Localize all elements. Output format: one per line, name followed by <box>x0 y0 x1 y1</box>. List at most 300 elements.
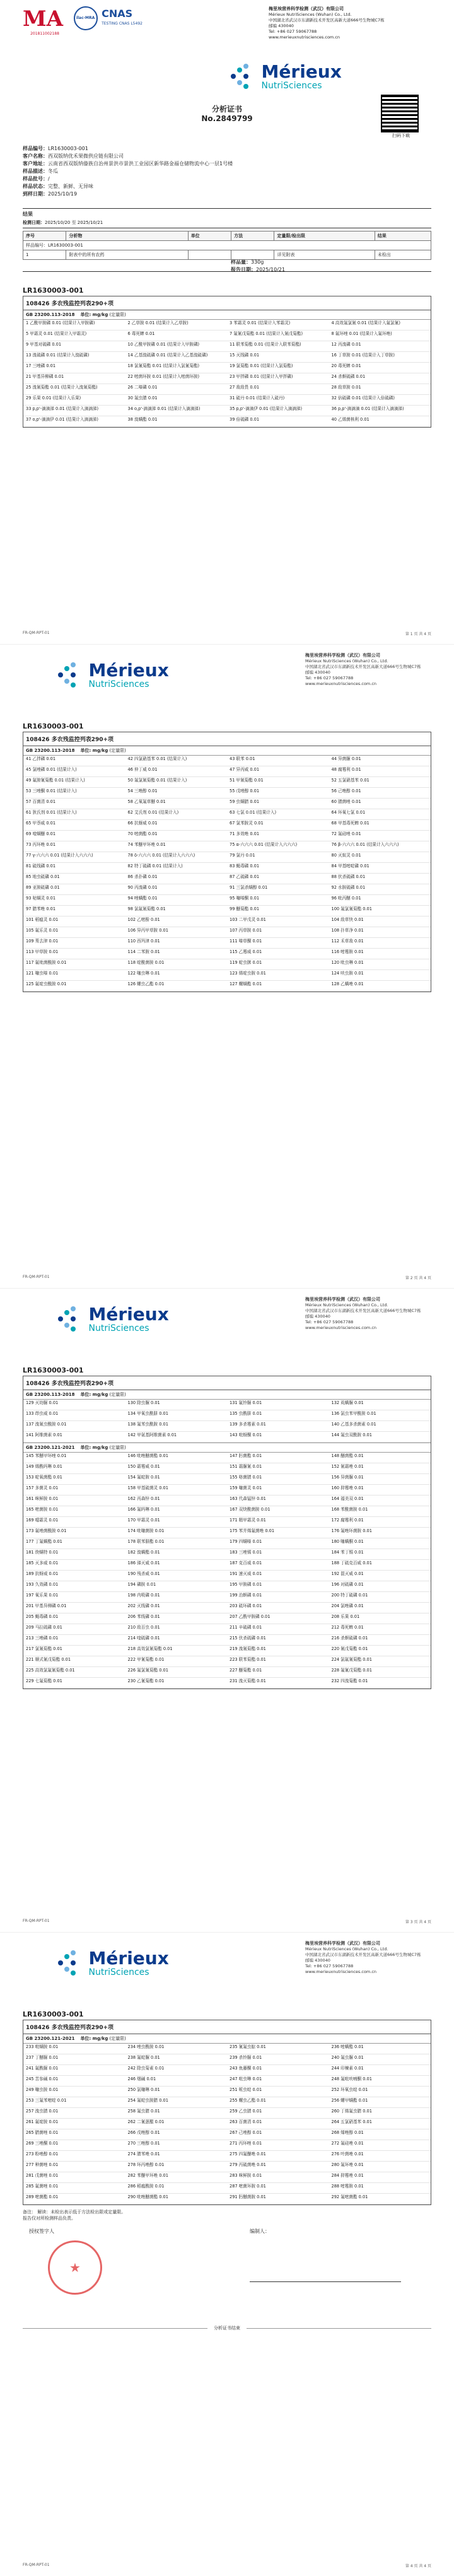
analyte-cell: 165 嘧菌胺 0.01 <box>23 1506 125 1517</box>
analyte-cell: 84 甲基嘧啶磷 0.01 <box>329 863 431 874</box>
analyte-cell: 7 氟氰戊菊酯 0.01 (结果计入氰戊菊酯) <box>227 331 329 341</box>
analyte-cell: 28 敌草胺 0.01 <box>329 384 431 395</box>
cma-logo: MA 201811002188 <box>23 6 64 36</box>
analyte-cell: 31 硫丹 0.01 (结果计入硫丹) <box>227 395 329 406</box>
analyte-cell: 239 杀铃脲 0.01 <box>227 2054 329 2065</box>
analyte-cell: 66 抗蚜威 0.01 <box>125 820 228 831</box>
analyte-cell: 68 甲基毒死蜱 0.01 <box>329 820 431 831</box>
analyte-cell: 33 p,p'-滴滴涕 0.01 (结果计入滴滴涕) <box>23 406 125 416</box>
analyte-cell: 185 灭多威 0.01 <box>23 1560 125 1571</box>
analyte-cell: 225 高效氯氟氰菊酯 0.01 <box>23 1667 125 1678</box>
analyte-cell: 120 吡虫啉 0.01 <box>329 959 431 970</box>
analyte-cell: 214 喹硫磷 0.01 <box>125 1635 228 1646</box>
analyte-cell: 88 伏杀硫磷 0.01 <box>329 874 431 884</box>
analyte-cell: 112 禾草敌 0.01 <box>329 938 431 949</box>
analyte-cell: 158 甲基硫菌灵 0.01 <box>125 1485 228 1496</box>
analyte-cell: 231 溴灭菊酯 0.01 <box>227 1678 329 1689</box>
analyte-cell: 200 特丁硫磷 0.01 <box>329 1592 431 1603</box>
analyte-cell: 50 氟氯氰菊酯 0.01 (结果计入) <box>125 777 228 788</box>
analyte-cell: 220 氰戊菊酯 0.01 <box>329 1646 431 1656</box>
analyte-cell: 87 乙硫磷 0.01 <box>227 874 329 884</box>
qr-label: 扫码下载 <box>392 133 410 138</box>
analyte-cell: 1 乙酰甲胺磷 0.01 (结果计入甲胺磷) <box>23 320 125 331</box>
analyte-cell: 18 氯氰菊酯 0.01 (结果计入氯氰菊酯) <box>125 363 228 373</box>
lab-contact-info: 梅里埃营养科学检测（武汉）有限公司 Mérieux NutriSciences (Wuhan) Co., Ltd. 中国湖北省武汉市东湖新技术开发区高新大道666号生物城C7栋 邮编 430040 Tel: +86 027 59067788 www.merieuxnutrisciences.com.cn <box>305 1941 421 1974</box>
results-grid <box>23 1453 431 1689</box>
analyte-cell: 125 氟啶虫酰胺 0.01 <box>23 981 125 992</box>
analyte-cell: 177 丁氟螨酯 0.01 <box>23 1538 125 1549</box>
analyte-cell: 247 吡虫啉 0.01 <box>227 2076 329 2087</box>
analyte-cell: 281 戊菌唑 0.01 <box>23 2172 125 2183</box>
analyte-cell: 45 氯唑磷 0.01 (结果计入) <box>23 766 125 777</box>
analyte-cell: 60 腈菌唑 0.01 <box>329 799 431 809</box>
analyte-cell: 208 乐果 0.01 <box>329 1613 431 1624</box>
end-of-certificate: 分析证书结束 <box>23 2325 431 2331</box>
analyte-cell: 163 代森锰锌 0.01 <box>227 1496 329 1506</box>
lab-contact-info: 梅里埃营养科学检测（武汉）有限公司 Mérieux NutriSciences (Wuhan) Co., Ltd. 中国湖北省武汉市东湖新技术开发区高新大道666号生物城C7栋 邮编 430040 Tel: +86 027 59067788 www.merieuxnutrisciences.com.cn <box>305 653 421 686</box>
analyte-cell: 216 杀螟硫磷 0.01 <box>329 1635 431 1646</box>
page-2: Mérieux NutriSciences 梅里埃营养科学检测（武汉）有限公司 Mérieux NutriSciences (Wuhan) Co., Ltd. 中国湖北省武汉市东湖新技术开发区高新大道666号生物城C7栋 邮编 430040 Tel: +86 027 59067788 www.merieuxnutrisciences.com.cn LR1630003-001 108426 多农残监控列表290+项 GB 23200.113-2018 单位: mg/kg (定量限) 41 乙拌磷 0.01 42 四氯硝基苯 0.01 (结果计入) 43 联苯 0.01 44 异菌脲 0.01 45 氯唑磷 0.01 (结果计入) 46 仲丁威 0.01 47 异丙威 0.01 48 腐霉利 0.01 49 氟胺氰菊酯 0.01 (结果计入) 50 氟氯氰菊酯 0.01 (结果计入) 51 甲氰菊酯 0.01 52 五氯硝基苯 0.01 53 三唑酮 0.01 (结果计入) 54 三唑醇 0.01 55 戊唑醇 0.01 56 己唑醇 0.01 57 百菌清 0.01 58 乙氧氟草醚 0.01 59 虫螨腈 0.01 60 腈菌唑 0.01 61 狄氏剂 0.01 (结果计入) 62 艾氏剂 0.01 (结果计入) 63 七氯 0.01 (结果计入) 64 环氧七氯 0.01 65 甲萘威 0.01 66 抗蚜威 0.01 67 氯苯胺灵 0.01 68 甲基毒死蜱 0.01 69 喹螨醚 0.01 70 嘧菌酯 0.01 71 多效唑 0.01 72 氟硅唑 0.01 73 丙环唑 0.01 74 苯醚甲环唑 0.01 75 α-六六六 0.01 (结果计入六六六) 76 β-六六六 0.01 (结果计入六六六) 77 γ-六六六 0.01 (结果计入六六六) 78 δ-六六六 0.01 (结果计入六六六) 79 氯丹 0.01 80 灭蚁灵 0.01 81 硫线磷 0.01 82 特丁硫磷 0.01 (结果计入) 83 蝇毒磷 0.01 84 甲基嘧啶磷 0.01 85 地虫硫磷 0.01 86 杀扑磷 0.01 87 乙硫磷 0.01 88 伏杀硫磷 0.01 89 亚胺硫磷 0.01 90 丙溴磷 0.01 91 三氯杀螨醇 0.01 92 水胺硫磷 0.01 93 哒螨灵 0.01 94 唑螨酯 0.01 95 噻嗪酮 0.01 96 吡丙醚 0.01 97 腈苯唑 0.01 98 氯氟氰菊酯 0.01 99 醚菊酯 0.01 100 氟氯氰菊酯 0.01 101 稻瘟灵 0.01 102 乙嘧酚 0.01 103 二甲戊灵 0.01 104 敌草快 0.01 105 氟乐灵 0.01 106 异丙甲草胺 0.01 107 丙草胺 0.01 108 扑草净 0.01 109 莠去津 0.01 110 西玛津 0.01 111 嗪草酮 0.01 112 禾草敌 0.01 113 甲草胺 0.01 114 二苯胺 0.01 115 乙霉威 0.01 116 嘧霉胺 0.01 117 氟吡菌酰胺 0.01 118 啶酰菌胺 0.01 119 啶虫脒 0.01 120 吡虫啉 0.01 121 噻虫嗪 0.01 122 噻虫啉 0.01 123 烯啶虫胺 0.01 124 呋虫胺 0.01 125 氟啶虫酰胺 0.01 126 螺虫乙酯 0.01 127 螺螨酯 0.01 128 乙螨唑 0.01 FR-QM-RPT-01 第 2 页 共 4 页 <box>0 644 454 1288</box>
page-header <box>23 1932 431 2008</box>
analyte-cell: 99 醚菊酯 0.01 <box>227 906 329 916</box>
analyte-cell: 176 氟唑环菌胺 0.01 <box>329 1528 431 1538</box>
analyte-cell: 121 噻虫嗪 0.01 <box>23 970 125 981</box>
analyte-cell: 156 异菌脲 0.01 <box>329 1474 431 1485</box>
analyte-cell: 195 甲胺磷 0.01 <box>227 1581 329 1592</box>
analyte-cell: 279 丙硫菌唑 0.01 <box>227 2162 329 2172</box>
standard-row: GB 23200.121-2021 单位: mg/kg (定量限) <box>23 2034 431 2044</box>
analyte-cell: 270 三唑醇 0.01 <box>125 2140 228 2151</box>
analyte-cell: 242 除虫菊素 0.01 <box>125 2065 228 2076</box>
certificate-number: No.2849799 <box>201 114 253 123</box>
analyte-cell: 132 虱螨脲 0.01 <box>329 1400 431 1410</box>
analyte-cell: 21 甲基异柳磷 0.01 <box>23 373 125 384</box>
analyte-cell: 168 苯酰菌胺 0.01 <box>329 1506 431 1517</box>
analyte-cell: 212 毒死蜱 0.01 <box>329 1624 431 1635</box>
results-grid <box>23 756 431 992</box>
results-block <box>23 2020 431 2205</box>
analyte-cell: 234 唑虫酰胺 0.01 <box>125 2044 228 2054</box>
analyte-cell: 191 速灭威 0.01 <box>227 1571 329 1581</box>
analyte-cell: 131 氟铃脲 0.01 <box>227 1400 329 1410</box>
analyte-cell: 47 异丙威 0.01 <box>227 766 329 777</box>
analyte-cell: 151 霜脲氰 0.01 <box>227 1463 329 1474</box>
company-stamp: ★ <box>48 2240 102 2295</box>
analyte-cell: 43 联苯 0.01 <box>227 756 329 766</box>
analyte-cell: 262 二氰蒽醌 0.01 <box>125 2119 228 2129</box>
analyte-cell: 263 百菌清 0.01 <box>227 2119 329 2129</box>
analyte-cell: 196 对硫磷 0.01 <box>329 1581 431 1592</box>
sample-info-right: 样品量：330g 报告日期：2025/10/21 <box>231 259 286 272</box>
analyte-cell: 143 吡蚜酮 0.01 <box>227 1432 329 1443</box>
analysis-date: 检测日期：2025/10/20 至 2025/10/21 <box>23 220 103 225</box>
analyte-cell: 25 溴氰菊酯 0.01 (结果计入溴氰菊酯) <box>23 384 125 395</box>
analyte-cell: 65 甲萘威 0.01 <box>23 820 125 831</box>
analyte-cell: 128 乙螨唑 0.01 <box>329 981 431 992</box>
analyte-cell: 161 咪鲜胺 0.01 <box>23 1496 125 1506</box>
analyte-cell: 117 氟吡菌酰胺 0.01 <box>23 959 125 970</box>
analyte-cell: 36 p,p'-滴滴滴 0.01 (结果计入滴滴涕) <box>329 406 431 416</box>
results-block <box>23 1376 431 1689</box>
analyte-cell: 37 o,p'-滴滴伊 0.01 (结果计入滴滴涕) <box>23 416 125 427</box>
analyte-cell: 282 苯醚甲环唑 0.01 <box>125 2172 228 2183</box>
analyte-cell: 106 异丙甲草胺 0.01 <box>125 927 228 938</box>
analyte-cell: 226 氟氯氰菊酯 0.01 <box>125 1667 228 1678</box>
results-title: 结果 <box>23 211 33 217</box>
analyte-cell: 62 艾氏剂 0.01 (结果计入) <box>125 809 228 820</box>
analyte-cell: 169 噁霜灵 0.01 <box>23 1517 125 1528</box>
analyte-cell: 146 吡唑醚菌酯 0.01 <box>125 1453 228 1463</box>
analyte-cell: 75 α-六六六 0.01 (结果计入六六六) <box>227 841 329 852</box>
analyte-cell: 149 烯酰吗啉 0.01 <box>23 1463 125 1474</box>
analyte-cell: 274 腈苯唑 0.01 <box>125 2151 228 2162</box>
analyte-cell: 71 多效唑 0.01 <box>227 831 329 841</box>
analyte-cell: 157 多菌灵 0.01 <box>23 1485 125 1496</box>
analyte-cell: 238 氟啶脲 0.01 <box>125 2054 228 2065</box>
analyte-cell: 186 涕灭威 0.01 <box>125 1560 228 1571</box>
analyte-cell: 235 氰氟虫腙 0.01 <box>227 2044 329 2054</box>
signature-area <box>23 2228 431 2322</box>
analyte-cell: 79 氯丹 0.01 <box>227 852 329 863</box>
analyte-cell: 162 丙森锌 0.01 <box>125 1496 228 1506</box>
analyte-cell: 90 丙溴磷 0.01 <box>125 884 228 895</box>
analyte-cell: 224 氯氟氰菊酯 0.01 <box>329 1656 431 1667</box>
analyte-cell: 100 氟氯氰菊酯 0.01 <box>329 906 431 916</box>
analyte-cell: 193 久效磷 0.01 <box>23 1581 125 1592</box>
block-title: 108426 多农残监控列表290+项 <box>23 2020 431 2034</box>
analyte-cell: 269 三唑酮 0.01 <box>23 2140 125 2151</box>
analyte-cell: 44 异菌脲 0.01 <box>329 756 431 766</box>
analyte-cell: 278 环丙唑醇 0.01 <box>125 2162 228 2172</box>
results-block <box>23 296 431 428</box>
analyte-cell: 34 o,p'-滴滴涕 0.01 (结果计入滴滴涕) <box>125 406 228 416</box>
cnas-logo: CNAS TESTING CNAS L5492 <box>102 8 143 26</box>
analyte-cell: 104 敌草快 0.01 <box>329 916 431 927</box>
analyte-cell: 64 环氧七氯 0.01 <box>329 809 431 820</box>
info-row: 样品状态：完整、新鲜、无异味 <box>23 184 93 189</box>
analyte-cell: 291 肟醚菌胺 0.01 <box>227 2194 329 2204</box>
analyte-cell: 211 辛硫磷 0.01 <box>227 1624 329 1635</box>
analyte-cell: 260 丁烯氟虫腈 0.01 <box>329 2108 431 2119</box>
analyte-cell: 203 硫环磷 0.01 <box>227 1603 329 1613</box>
standard-row: GB 23200.113-2018 单位: mg/kg (定量限) <box>23 1390 431 1400</box>
analyte-cell: 292 氟嘧菌酯 0.01 <box>329 2194 431 2204</box>
analyte-cell: 96 吡丙醚 0.01 <box>329 895 431 906</box>
analyte-cell: 178 联苯肼酯 0.01 <box>125 1538 228 1549</box>
analyte-cell: 207 乙酰甲胺磷 0.01 <box>227 1613 329 1624</box>
approver-label: 授权签字人 <box>29 2228 54 2234</box>
analyte-cell: 192 混灭威 0.01 <box>329 1571 431 1581</box>
analyte-cell: 77 γ-六六六 0.01 (结果计入六六六) <box>23 852 125 863</box>
analyte-cell: 20 毒死蜱 0.01 <box>329 363 431 373</box>
analyte-cell: 9 甲基对硫磷 0.01 <box>23 341 125 352</box>
analyte-cell: 259 乙虫腈 0.01 <box>227 2108 329 2119</box>
analyte-cell: 284 抑霉唑 0.01 <box>329 2172 431 2183</box>
info-row: 样品描述：冬瓜 <box>23 168 58 174</box>
analyte-cell: 175 苯并烯氟菌唑 0.01 <box>227 1528 329 1538</box>
analyte-cell: 122 噻虫啉 0.01 <box>125 970 228 981</box>
analyte-cell: 251 哌虫啶 0.01 <box>227 2087 329 2097</box>
analyte-cell: 94 唑螨酯 0.01 <box>125 895 228 906</box>
analyte-cell: 141 阿维菌素 0.01 <box>23 1432 125 1443</box>
results-grid <box>23 1400 431 1443</box>
analyte-cell: 76 β-六六六 0.01 (结果计入六六六) <box>329 841 431 852</box>
analyte-cell: 229 七氟菊酯 0.01 <box>23 1678 125 1689</box>
analyte-cell: 140 乙基多杀菌素 0.01 <box>329 1421 431 1432</box>
page-header <box>23 644 431 720</box>
analyte-cell: 288 嘧霉胺 0.01 <box>329 2183 431 2194</box>
analyte-cell: 74 苯醚甲环唑 0.01 <box>125 841 228 852</box>
lab-contact-info: 梅里埃营养科学检测（武汉）有限公司 Mérieux NutriSciences (Wuhan) Co., Ltd. 中国湖北省武汉市东湖新技术开发区高新大道666号生物城C7栋 邮编 430040 Tel: +86 027 59067788 www.merieuxnutrisciences.com.cn <box>305 1297 421 1330</box>
analyte-cell: 150 霜霉威 0.01 <box>125 1463 228 1474</box>
analyte-cell: 289 嘧菌酯 0.01 <box>23 2194 125 2204</box>
analyte-cell: 164 福美双 0.01 <box>329 1496 431 1506</box>
info-row: 客户名称：西双版纳优禾果微供应链有限公司 <box>23 153 124 159</box>
merieux-logo: Mérieux NutriSciences <box>231 63 342 91</box>
analyte-cell: 138 氟苯虫酰胺 0.01 <box>125 1421 228 1432</box>
analyte-cell: 48 腐霉利 0.01 <box>329 766 431 777</box>
merieux-dots-icon <box>58 662 84 689</box>
merieux-dots-icon <box>58 1306 84 1333</box>
analyte-cell: 182 溴螨酯 0.01 <box>125 1549 228 1560</box>
merieux-logo: Mérieux NutriSciences <box>58 662 184 689</box>
analyte-cell: 16 丁草胺 0.01 (结果计入丁草胺) <box>329 352 431 363</box>
analyte-cell: 80 灭蚁灵 0.01 <box>329 852 431 863</box>
analyte-cell: 264 五氯硝基苯 0.01 <box>329 2119 431 2129</box>
analyte-cell: 115 乙霉威 0.01 <box>227 949 329 959</box>
analyte-cell: 142 甲氨基阿维菌素 0.01 <box>125 1432 228 1443</box>
analyte-cell: 54 三唑醇 0.01 <box>125 788 228 799</box>
analyte-cell: 127 螺螨酯 0.01 <box>227 981 329 992</box>
analyte-cell: 204 氯唑磷 0.01 <box>329 1603 431 1613</box>
analyte-cell: 258 氟虫腈 0.01 <box>125 2108 228 2119</box>
analyte-cell: 237 丁醚脲 0.01 <box>23 2054 125 2065</box>
analyte-cell: 39 倍硫磷 0.01 <box>227 416 329 427</box>
analyte-cell: 170 甲霜灵 0.01 <box>125 1517 228 1528</box>
analyte-cell: 275 四氟醚唑 0.01 <box>227 2151 329 2162</box>
analyte-cell: 166 氟吗啉 0.01 <box>125 1506 228 1517</box>
analyte-cell: 85 地虫硫磷 0.01 <box>23 874 125 884</box>
analyte-cell: 91 三氯杀螨醇 0.01 <box>227 884 329 895</box>
analyte-cell: 255 螺虫乙酯 0.01 <box>227 2097 329 2108</box>
page-1: MA 201811002188 ilac-MRA CNAS TESTING CNAS L5492 梅里埃营养科学检测（武汉）有限公司 Mérieux NutriSciences (Wuhan) Co., Ltd. 中国湖北省武汉市东湖新技术开发区高新大道666号生物城C7栋 邮编 430040 Tel: +86 027 59067788 www.merieuxnutrisciences.com.cn Mérieux NutriSciences 扫码下载 分析证书 No.2849799 样品编号：LR1630003-001 客户名称：西双版纳优禾果微供应链有限公司 客户地址：云南省西双版纳傣族自治州景洪市景洪工业园区新华路金福仓储物流中心一层1号楼 样品描述：冬瓜 样品批号：/ 样品状态：完整、新鲜、无异味 到样日期：2025/10/19 样品量：330g 报告日期：2025/10/21 结果 检测日期：2025/10/20 至 2025/10/21 序号 分析物 单位 方法 定量限/检出限 结果 样品编号：LR1630003-001 1 附表中的所有农药 详见附表 未检出 LR1630003-001 108426 多农残监控列表290+项 GB 23200.113-2018 单位: mg/kg (定量限) 1 乙酰甲胺磷 0.01 (结果计入甲胺磷) 2 乙草胺 0.01 (结果计入乙草胺) 3 苯霜灵 0.01 (结果计入苯霜灵) 4 高效氟氯氰 0.01 (结果计入氟氯氰) 5 甲霜灵 0.01 (结果计入甲霜灵) 6 毒死蜱 0.01 7 氟氰戊菊酯 0.01 (结果计入氰戊菊酯) 8 氟环唑 0.01 (结果计入氟环唑) 9 甲基对硫磷 0.01 10 乙酰甲胺磷 0.01 (结果计入甲胺磷) 11 联苯菊酯 0.01 (结果计入联苯菊酯) 12 丙溴磷 0.01 13 溴硫磷 0.01 (结果计入溴硫磷) 14 乙基溴硫磷 0.01 (结果计入乙基溴硫磷) 15 灭线磷 0.01 16 丁草胺 0.01 (结果计入丁草胺) 17 三唑磷 0.01 18 氯氰菊酯 0.01 (结果计入氯氰菊酯) 19 氯菊酯 0.01 (结果计入氯菊酯) 20 毒死蜱 0.01 21 甲基异柳磷 0.01 22 嘧菌环胺 0.01 (结果计入嘧菌环胺) 23 甲拌磷 0.01 (结果计入甲拌磷) 24 杀螟硫磷 0.01 25 溴氰菊酯 0.01 (结果计入溴氰菊酯) 26 二嗪磷 0.01 27 敌敌畏 0.01 28 敌草胺 0.01 29 乐果 0.01 (结果计入乐果) 30 氟虫腈 0.01 31 硫丹 0.01 (结果计入硫丹) 32 倍硫磷 0.01 (结果计入倍硫磷) 33 p,p'-滴滴涕 0.01 (结果计入滴滴涕) 34 o,p'-滴滴涕 0.01 (结果计入滴滴涕) 35 p,p'-滴滴伊 0.01 (结果计入滴滴涕) 36 p,p'-滴滴滴 0.01 (结果计入滴滴涕) 37 o,p'-滴滴伊 0.01 (结果计入滴滴涕) 38 溴螨酯 0.01 39 倍硫磷 0.01 40 乙烯菌核利 0.01 FR-QM-RPT-01 第 1 页 共 4 页 <box>0 0 454 644</box>
analyte-cell: 190 残杀威 0.01 <box>125 1571 228 1581</box>
analyte-cell: 228 氟氰戊菊酯 0.01 <box>329 1667 431 1678</box>
analyte-cell: 222 甲氰菊酯 0.01 <box>125 1656 228 1667</box>
analyte-cell: 205 蝇毒磷 0.01 <box>23 1613 125 1624</box>
merieux-logo: Mérieux NutriSciences <box>58 1306 184 1333</box>
analyte-cell: 171 精甲霜灵 0.01 <box>227 1517 329 1528</box>
analyte-cell: 32 倍硫磷 0.01 (结果计入倍硫磷) <box>329 395 431 406</box>
notes: 备注： 解读：未检出表示低于方法检出限或定量限。 报告仅对所检测样品负责。 <box>23 2210 126 2221</box>
analyte-cell: 181 炔螨特 0.01 <box>23 1549 125 1560</box>
certificate-title: 分析证书 <box>211 105 242 114</box>
ilac-logo: ilac-MRA <box>74 6 98 30</box>
info-row: 客户地址：云南省西双版纳傣族自治州景洪市景洪工业园区新华路金福仓储物流中心一层1号楼 <box>23 161 233 167</box>
analyte-cell: 92 水胺硫磷 0.01 <box>329 884 431 895</box>
analyte-cell: 52 五氯硝基苯 0.01 <box>329 777 431 788</box>
analyte-cell: 42 四氯硝基苯 0.01 (结果计入) <box>125 756 228 766</box>
analyte-cell: 172 腐霉利 0.01 <box>329 1517 431 1528</box>
page-3: Mérieux NutriSciences 梅里埃营养科学检测（武汉）有限公司 Mérieux NutriSciences (Wuhan) Co., Ltd. 中国湖北省武汉市东湖新技术开发区高新大道666号生物城C7栋 邮编 430040 Tel: +86 027 59067788 www.merieuxnutrisciences.com.cn LR1630003-001 108426 多农残监控列表290+项 GB 23200.113-2018 单位: mg/kg (定量限) 129 灭幼脲 0.01 130 除虫脲 0.01 131 氟铃脲 0.01 132 虱螨脲 0.01 133 茚虫威 0.01 134 甲氧虫酰肼 0.01 135 虫酰肼 0.01 136 氯虫苯甲酰胺 0.01 137 溴氰虫酰胺 0.01 138 氟苯虫酰胺 0.01 139 多杀霉素 0.01 140 乙基多杀菌素 0.01 141 阿维菌素 0.01 142 甲氨基阿维菌素 0.01 143 吡蚜酮 0.01 144 氟虫双酰胺 0.01 GB 23200.121-2021 单位: mg/kg (定量限) 145 苯醚甲环唑 0.01 146 吡唑醚菌酯 0.01 147 肟菌酯 0.01 148 醚菌酯 0.01 149 烯酰吗啉 0.01 150 霜霉威 0.01 151 霜脲氰 0.01 152 氰霜唑 0.01 153 啶氧菌酯 0.01 154 氟啶胺 0.01 155 咯菌腈 0.01 156 异菌脲 0.01 157 多菌灵 0.01 158 甲基硫菌灵 0.01 159 噻菌灵 0.01 160 抑霉唑 0.01 161 咪鲜胺 0.01 162 丙森锌 0.01 163 代森锰锌 0.01 164 福美双 0.01 165 嘧菌胺 0.01 166 氟吗啉 0.01 167 双炔酰菌胺 0.01 168 苯酰菌胺 0.01 169 噁霜灵 0.01 170 甲霜灵 0.01 171 精甲霜灵 0.01 172 腐霉利 0.01 173 氟唑菌酰胺 0.01 174 吡噻菌胺 0.01 175 苯并烯氟菌唑 0.01 176 氟唑环菌胺 0.01 177 丁氟螨酯 0.01 178 联苯肼酯 0.01 179 四螨嗪 0.01 180 噻螨酮 0.01 181 炔螨特 0.01 182 溴螨酯 0.01 183 三唑锡 0.01 184 苯丁锡 0.01 185 灭多威 0.01 186 涕灭威 0.01 187 克百威 0.01 188 丁硫克百威 0.01 189 抗蚜威 0.01 190 残杀威 0.01 191 速灭威 0.01 192 混灭威 0.01 193 久效磷 0.01 194 磷胺 0.01 195 甲胺磷 0.01 196 对硫磷 0.01 197 氧乐果 0.01 198 内吸磷 0.01 199 治螟磷 0.01 200 特丁硫磷 0.01 201 甲基异柳磷 0.01 202 灭线磷 0.01 203 硫环磷 0.01 204 氯唑磷 0.01 205 蝇毒磷 0.01 206 苯线磷 0.01 207 乙酰甲胺磷 0.01 208 乐果 0.01 209 马拉硫磷 0.01 210 敌百虫 0.01 211 辛硫磷 0.01 212 毒死蜱 0.01 213 三唑磷 0.01 214 喹硫磷 0.01 215 伏杀硫磷 0.01 216 杀螟硫磷 0.01 217 氯氰菊酯 0.01 218 高效氯氰菊酯 0.01 219 溴氰菊酯 0.01 220 氰戊菊酯 0.01 221 顺式氰戊菊酯 0.01 222 甲氰菊酯 0.01 223 联苯菊酯 0.01 224 氯氟氰菊酯 0.01 225 高效氯氟氰菊酯 0.01 226 氟氯氰菊酯 0.01 227 醚菊酯 0.01 228 氟氰戊菊酯 0.01 229 七氟菊酯 0.01 230 乙氰菊酯 0.01 231 溴灭菊酯 0.01 232 四溴菊酯 0.01 FR-QM-RPT-01 第 3 页 共 4 页 <box>0 1288 454 1932</box>
analyte-cell: 3 苯霜灵 0.01 (结果计入苯霜灵) <box>227 320 329 331</box>
analyte-cell: 173 氟唑菌酰胺 0.01 <box>23 1528 125 1538</box>
analyte-cell: 287 嘧菌环胺 0.01 <box>227 2183 329 2194</box>
analyte-cell: 153 啶氧菌酯 0.01 <box>23 1474 125 1485</box>
analyte-cell: 256 螺甲螨酯 0.01 <box>329 2097 431 2108</box>
analyte-cell: 243 鱼藤酮 0.01 <box>227 2065 329 2076</box>
editor-label: 编制人： <box>250 2228 270 2234</box>
block-title: 108426 多农残监控列表290+项 <box>23 1376 431 1390</box>
analyte-cell: 26 二嗪磷 0.01 <box>125 384 228 395</box>
merieux-logo: Mérieux NutriSciences <box>58 1950 184 1977</box>
analyte-cell: 102 乙嘧酚 0.01 <box>125 916 228 927</box>
analyte-cell: 93 哒螨灵 0.01 <box>23 895 125 906</box>
table-header-row: 序号 分析物 单位 方法 定量限/检出限 结果 <box>23 231 431 241</box>
analyte-cell: 209 马拉硫磷 0.01 <box>23 1624 125 1635</box>
analyte-cell: 268 烯唑醇 0.01 <box>329 2129 431 2140</box>
analyte-cell: 11 联苯菊酯 0.01 (结果计入联苯菊酯) <box>227 341 329 352</box>
results-block <box>23 732 431 992</box>
analyte-cell: 144 氟虫双酰胺 0.01 <box>329 1432 431 1443</box>
analyte-cell: 265 腈菌唑 0.01 <box>23 2129 125 2140</box>
standard-row: GB 23200.113-2018 单位: mg/kg (定量限) <box>23 310 431 320</box>
analyte-cell: 197 氧乐果 0.01 <box>23 1592 125 1603</box>
analyte-cell: 232 四溴菊酯 0.01 <box>329 1678 431 1689</box>
analyte-cell: 56 己唑醇 0.01 <box>329 788 431 799</box>
analyte-cell: 236 嘧螨酯 0.01 <box>329 2044 431 2054</box>
analyte-cell: 290 吡唑醚菌酯 0.01 <box>125 2194 228 2204</box>
analyte-cell: 213 三唑磷 0.01 <box>23 1635 125 1646</box>
analyte-cell: 53 三唑酮 0.01 (结果计入) <box>23 788 125 799</box>
analyte-cell: 103 二甲戊灵 0.01 <box>227 916 329 927</box>
analyte-cell: 124 呋虫胺 0.01 <box>329 970 431 981</box>
analyte-cell: 129 灭幼脲 0.01 <box>23 1400 125 1410</box>
analyte-cell: 261 氟啶胺 0.01 <box>23 2119 125 2129</box>
analyte-cell: 119 啶虫脒 0.01 <box>227 959 329 970</box>
analyte-cell: 27 敌敌畏 0.01 <box>227 384 329 395</box>
info-row: 到样日期：2025/10/19 <box>23 191 78 197</box>
analyte-cell: 240 氟虫脲 0.01 <box>329 2054 431 2065</box>
page-header <box>23 1288 431 1364</box>
sample-id-heading: LR1630003-001 <box>23 1366 84 1374</box>
sample-id-heading: LR1630003-001 <box>23 722 84 730</box>
analyte-cell: 160 抑霉唑 0.01 <box>329 1485 431 1496</box>
analyte-cell: 41 乙拌磷 0.01 <box>23 756 125 766</box>
analyte-cell: 246 烟碱 0.01 <box>125 2076 228 2087</box>
sample-id-heading: LR1630003-001 <box>23 2010 84 2018</box>
analyte-cell: 29 乐果 0.01 (结果计入乐果) <box>23 395 125 406</box>
table-row: 1 附表中的所有农药 详见附表 未检出 <box>23 250 431 260</box>
analyte-cell: 133 茚虫威 0.01 <box>23 1410 125 1421</box>
merieux-dots-icon <box>231 64 257 90</box>
info-row: 样品编号：LR1630003-001 <box>23 146 88 151</box>
analyte-cell: 57 百菌清 0.01 <box>23 799 125 809</box>
analyte-cell: 78 δ-六六六 0.01 (结果计入六六六) <box>125 852 228 863</box>
analyte-cell: 154 氟啶胺 0.01 <box>125 1474 228 1485</box>
analyte-cell: 244 印楝素 0.01 <box>329 2065 431 2076</box>
analyte-cell: 218 高效氯氰菊酯 0.01 <box>125 1646 228 1656</box>
analyte-cell: 123 烯啶虫胺 0.01 <box>227 970 329 981</box>
analyte-cell: 148 醚菌酯 0.01 <box>329 1453 431 1463</box>
analyte-cell: 2 乙草胺 0.01 (结果计入乙草胺) <box>125 320 228 331</box>
analyte-cell: 253 三氟苯嘧啶 0.01 <box>23 2097 125 2108</box>
analyte-cell: 12 丙溴磷 0.01 <box>329 341 431 352</box>
analyte-cell: 130 除虫脲 0.01 <box>125 1400 228 1410</box>
analyte-cell: 219 溴氰菊酯 0.01 <box>227 1646 329 1656</box>
analyte-cell: 272 氟硅唑 0.01 <box>329 2140 431 2151</box>
analyte-cell: 58 乙氧氟草醚 0.01 <box>125 799 228 809</box>
analyte-cell: 14 乙基溴硫磷 0.01 (结果计入乙基溴硫磷) <box>125 352 228 363</box>
table-row: 样品编号：LR1630003-001 <box>23 241 431 250</box>
analyte-cell: 252 环氧虫啶 0.01 <box>329 2087 431 2097</box>
analyte-cell: 110 西玛津 0.01 <box>125 938 228 949</box>
analyte-cell: 95 噻嗪酮 0.01 <box>227 895 329 906</box>
analyte-cell: 70 嘧菌酯 0.01 <box>125 831 228 841</box>
analyte-cell: 72 氟硅唑 0.01 <box>329 831 431 841</box>
analyte-cell: 108 扑草净 0.01 <box>329 927 431 938</box>
analyte-cell: 118 啶酰菌胺 0.01 <box>125 959 228 970</box>
analyte-cell: 19 氯菊酯 0.01 (结果计入氯菊酯) <box>227 363 329 373</box>
analyte-cell: 276 叶菌唑 0.01 <box>329 2151 431 2162</box>
analyte-cell: 280 氟环唑 0.01 <box>329 2162 431 2172</box>
standard-row: GB 23200.121-2021 单位: mg/kg (定量限) <box>23 1443 431 1453</box>
analyte-cell: 89 亚胺硫磷 0.01 <box>23 884 125 895</box>
block-title: 108426 多农残监控列表290+项 <box>23 732 431 746</box>
analyte-cell: 111 嗪草酮 0.01 <box>227 938 329 949</box>
analyte-cell: 139 多杀霉素 0.01 <box>227 1421 329 1432</box>
analyte-cell: 24 杀螟硫磷 0.01 <box>329 373 431 384</box>
analyte-cell: 4 高效氟氯氰 0.01 (结果计入氟氯氰) <box>329 320 431 331</box>
analyte-cell: 286 稻瘟酰胺 0.01 <box>125 2183 228 2194</box>
analyte-cell: 35 p,p'-滴滴伊 0.01 (结果计入滴滴涕) <box>227 406 329 416</box>
analyte-cell: 250 氯噻啉 0.01 <box>125 2087 228 2097</box>
analyte-cell: 145 苯醚甲环唑 0.01 <box>23 1453 125 1463</box>
results-grid <box>23 2044 431 2204</box>
analyte-cell: 241 氟酰脲 0.01 <box>23 2065 125 2076</box>
analyte-cell: 189 抗蚜威 0.01 <box>23 1571 125 1581</box>
analyte-cell: 155 咯菌腈 0.01 <box>227 1474 329 1485</box>
analyte-cell: 67 氯苯胺灵 0.01 <box>227 820 329 831</box>
analyte-cell: 254 氟啶虫胺腈 0.01 <box>125 2097 228 2108</box>
analyte-cell: 245 苦参碱 0.01 <box>23 2076 125 2087</box>
analyte-cell: 59 虫螨腈 0.01 <box>227 799 329 809</box>
analyte-cell: 15 灭线磷 0.01 <box>227 352 329 363</box>
analyte-cell: 135 虫酰肼 0.01 <box>227 1410 329 1421</box>
analyte-cell: 10 乙酰甲胺磷 0.01 (结果计入甲胺磷) <box>125 341 228 352</box>
analyte-cell: 201 甲基异柳磷 0.01 <box>23 1603 125 1613</box>
analyte-cell: 49 氟胺氰菊酯 0.01 (结果计入) <box>23 777 125 788</box>
analyte-cell: 271 丙环唑 0.01 <box>227 2140 329 2151</box>
analyte-cell: 273 粉唑醇 0.01 <box>23 2151 125 2162</box>
analyte-cell: 55 戊唑醇 0.01 <box>227 788 329 799</box>
analyte-cell: 230 乙氰菊酯 0.01 <box>125 1678 228 1689</box>
analyte-cell: 83 蝇毒磷 0.01 <box>227 863 329 874</box>
analyte-cell: 82 特丁硫磷 0.01 (结果计入) <box>125 863 228 874</box>
page-4: Mérieux NutriSciences 梅里埃营养科学检测（武汉）有限公司 Mérieux NutriSciences (Wuhan) Co., Ltd. 中国湖北省武汉市东湖新技术开发区高新大道666号生物城C7栋 邮编 430040 Tel: +86 027 59067788 www.merieuxnutrisciences.com.cn LR1630003-001 108426 多农残监控列表290+项 GB 23200.121-2021 单位: mg/kg (定量限) 233 吡螨胺 0.01 234 唑虫酰胺 0.01 235 氰氟虫腙 0.01 236 嘧螨酯 0.01 237 丁醚脲 0.01 238 氟啶脲 0.01 239 杀铃脲 0.01 240 氟虫脲 0.01 241 氟酰脲 0.01 242 除虫菊素 0.01 243 鱼藤酮 0.01 244 印楝素 0.01 245 苦参碱 0.01 246 烟碱 0.01 247 吡虫啉 0.01 248 氟吡呋喃酮 0.01 249 噻虫胺 0.01 250 氯噻啉 0.01 251 哌虫啶 0.01 252 环氧虫啶 0.01 253 三氟苯嘧啶 0.01 254 氟啶虫胺腈 0.01 255 螺虫乙酯 0.01 256 螺甲螨酯 0.01 257 溴虫腈 0.01 258 氟虫腈 0.01 259 乙虫腈 0.01 260 丁烯氟虫腈 0.01 261 氟啶胺 0.01 262 二氰蒽醌 0.01 263 百菌清 0.01 264 五氯硝基苯 0.01 265 腈菌唑 0.01 266 戊唑醇 0.01 267 己唑醇 0.01 268 烯唑醇 0.01 269 三唑酮 0.01 270 三唑醇 0.01 271 丙环唑 0.01 272 氟硅唑 0.01 273 粉唑醇 0.01 274 腈苯唑 0.01 275 四氟醚唑 0.01 276 叶菌唑 0.01 277 种菌唑 0.01 278 环丙唑醇 0.01 279 丙硫菌唑 0.01 280 氟环唑 0.01 281 戊菌唑 0.01 282 苯醚甲环唑 0.01 283 咪鲜胺 0.01 284 抑霉唑 0.01 285 氟菌唑 0.01 286 稻瘟酰胺 0.01 287 嘧菌环胺 0.01 288 嘧霉胺 0.01 289 嘧菌酯 0.01 290 吡唑醚菌酯 0.01 291 肟醚菌胺 0.01 292 氟嘧菌酯 0.01 备注： 解读：未检出表示低于方法检出限或定量限。 报告仅对所检测样品负责。 授权签字人 编制人： ★ 分析证书结束 FR-QM-RPT-01 第 4 页 共 4 页 <box>0 1932 454 2576</box>
analyte-cell: 22 嘧菌环胺 0.01 (结果计入嘧菌环胺) <box>125 373 228 384</box>
results-grid <box>23 320 431 427</box>
analyte-cell: 109 莠去津 0.01 <box>23 938 125 949</box>
info-row: 样品批号：/ <box>23 176 50 182</box>
analyte-cell: 199 治螟磷 0.01 <box>227 1592 329 1603</box>
lab-contact-info: 梅里埃营养科学检测（武汉）有限公司 Mérieux NutriSciences (Wuhan) Co., Ltd. 中国湖北省武汉市东湖新技术开发区高新大道666号生物城C7栋 邮编 430040 Tel: +86 027 59067788 www.merieuxnutrisciences.com.cn <box>269 6 385 40</box>
analyte-cell: 116 嘧霉胺 0.01 <box>329 949 431 959</box>
analyte-cell: 101 稻瘟灵 0.01 <box>23 916 125 927</box>
analyte-cell: 6 毒死蜱 0.01 <box>125 331 228 341</box>
analyte-cell: 233 吡螨胺 0.01 <box>23 2044 125 2054</box>
analyte-cell: 69 喹螨醚 0.01 <box>23 831 125 841</box>
